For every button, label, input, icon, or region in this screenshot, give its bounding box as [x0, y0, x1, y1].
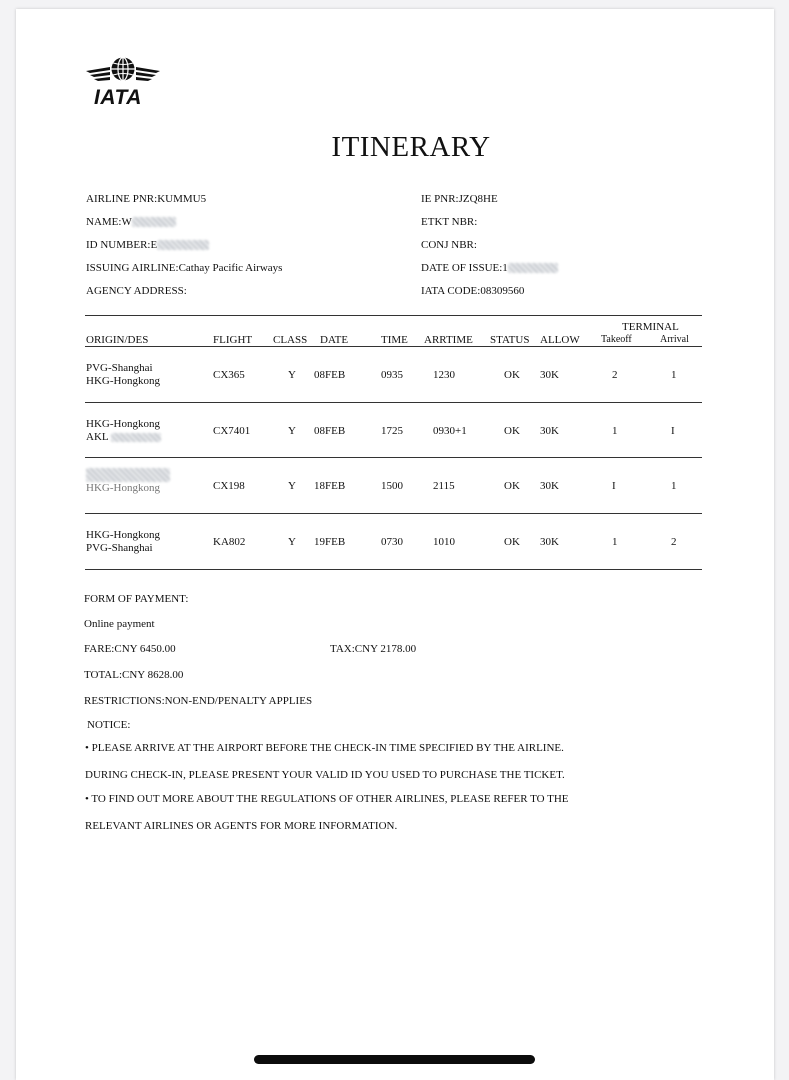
redacted-id — [157, 240, 209, 250]
payment-method: Online payment — [84, 618, 155, 630]
row-4-from: HKG-Hongkong — [86, 529, 160, 541]
row-1-from: PVG-Shanghai — [86, 362, 153, 374]
row-4-flight: KA802 — [213, 536, 246, 548]
row-4-status: OK — [504, 536, 520, 548]
agency-address: AGENCY ADDRESS: — [86, 285, 187, 297]
header-date: DATE — [320, 334, 349, 346]
conj-nbr: CONJ NBR: — [421, 239, 477, 251]
row-3-flight: CX198 — [213, 480, 245, 492]
redacted-date — [508, 263, 558, 273]
globe-wings-icon — [84, 54, 162, 88]
row-2-flight: CX7401 — [213, 425, 251, 437]
row-1-status: OK — [504, 369, 520, 381]
row-2-arrtime: 0930+1 — [433, 425, 467, 437]
row-4-to: PVG-Shanghai — [86, 542, 153, 554]
row-3-from — [86, 468, 170, 482]
row-3-time: 1500 — [381, 480, 403, 492]
row-3-status: OK — [504, 480, 520, 492]
restrictions: RESTRICTIONS:NON-END/PENALTY APPLIES — [84, 695, 313, 707]
notice-line-2: DURING CHECK-IN, PLEASE PRESENT YOUR VALID ID YOU USED TO PURCHASE THE TICKET. — [85, 769, 565, 781]
form-of-payment-label: FORM OF PAYMENT: — [84, 593, 189, 605]
redacted-destination — [111, 433, 161, 442]
row-4-arrival: 2 — [671, 536, 677, 548]
table-row-4-route — [86, 529, 160, 555]
row-3-arrival: 1 — [671, 480, 677, 492]
row-3-arrtime: 2115 — [433, 480, 455, 492]
row-1-time: 0935 — [381, 369, 403, 381]
row-2-to: AKL — [86, 431, 161, 444]
total: TOTAL:CNY 8628.00 — [84, 669, 184, 681]
fare: FARE:CNY 6450.00 — [84, 643, 176, 655]
row-2-arrival: I — [671, 425, 675, 437]
iata-code: IATA CODE:08309560 — [421, 285, 525, 297]
table-row-1-route — [86, 362, 160, 388]
row-2-takeoff: 1 — [612, 425, 618, 437]
passenger-name — [86, 216, 176, 228]
etkt-nbr: ETKT NBR: — [421, 216, 478, 228]
row-4-time: 0730 — [381, 536, 403, 548]
home-indicator[interactable] — [254, 1055, 535, 1064]
row-4-takeoff: 1 — [612, 536, 618, 548]
notice-line-4: RELEVANT AIRLINES OR AGENTS FOR MORE INFORMATION. — [85, 820, 398, 832]
row-3-date: 18FEB — [314, 480, 346, 492]
notice-line-3: • TO FIND OUT MORE ABOUT THE REGULATIONS OF OTHER AIRLINES, PLEASE REFER TO THE — [85, 793, 569, 805]
row-1-date: 08FEB — [314, 369, 346, 381]
redacted-origin — [86, 468, 170, 482]
row-1-allow: 30K — [540, 369, 559, 381]
row-2-rule — [85, 457, 702, 458]
row-4-class: Y — [288, 536, 296, 548]
row-4-arrtime: 1010 — [433, 536, 455, 548]
row-3-takeoff: I — [612, 480, 616, 492]
id-number-label: ID NUMBER:E — [86, 239, 158, 251]
header-arrtime: ARRTIME — [424, 334, 473, 346]
date-of-issue-label: DATE OF ISSUE:1 — [421, 262, 508, 274]
notice-label: NOTICE: — [87, 719, 131, 731]
row-1-arrival: 1 — [671, 369, 677, 381]
name-label: NAME:W — [86, 216, 132, 228]
row-4-allow: 30K — [540, 536, 559, 548]
redacted-name — [132, 217, 176, 227]
row-1-takeoff: 2 — [612, 369, 618, 381]
row-2-date: 08FEB — [314, 425, 346, 437]
row-2-time: 1725 — [381, 425, 403, 437]
row-1-rule — [85, 402, 702, 403]
ie-pnr: IE PNR:JZQ8HE — [421, 193, 498, 205]
row-2-allow: 30K — [540, 425, 559, 437]
table-top-rule — [85, 315, 702, 316]
row-2-from: HKG-Hongkong — [86, 418, 160, 430]
header-terminal: TERMINAL — [622, 321, 679, 333]
row-3-to: HKG-Hongkong — [86, 482, 160, 494]
table-row-2-route — [86, 418, 161, 444]
table-row-3-route — [86, 468, 170, 495]
iata-logo-text: IATA — [94, 86, 142, 109]
airline-pnr: AIRLINE PNR:KUMMU5 — [86, 193, 207, 205]
table-header-rule — [85, 346, 702, 347]
document-title: ITINERARY — [331, 131, 491, 163]
row-1-flight: CX365 — [213, 369, 245, 381]
issuing-airline: ISSUING AIRLINE:Cathay Pacific Airways — [86, 262, 283, 274]
header-allow: ALLOW — [540, 334, 580, 346]
row-1-arrtime: 1230 — [433, 369, 455, 381]
header-time: TIME — [381, 334, 408, 346]
row-4-date: 19FEB — [314, 536, 346, 548]
row-3-rule — [85, 513, 702, 514]
row-2-class: Y — [288, 425, 296, 437]
row-1-to: HKG-Hongkong — [86, 375, 160, 387]
row-3-allow: 30K — [540, 480, 559, 492]
header-arrival: Arrival — [660, 334, 689, 345]
header-takeoff: Takeoff — [601, 334, 632, 345]
notice-line-1: • PLEASE ARRIVE AT THE AIRPORT BEFORE THE CHECK-IN TIME SPECIFIED BY THE AIRLINE. — [85, 742, 564, 754]
id-number — [86, 239, 209, 251]
table-bottom-rule — [85, 569, 702, 570]
row-2-status: OK — [504, 425, 520, 437]
header-status: STATUS — [490, 334, 530, 346]
date-of-issue — [421, 262, 558, 274]
tax: TAX:CNY 2178.00 — [330, 643, 417, 655]
row-1-class: Y — [288, 369, 296, 381]
row-3-class: Y — [288, 480, 296, 492]
header-origin: ORIGIN/DES — [86, 334, 149, 346]
header-class: CLASS — [273, 334, 308, 346]
header-flight: FLIGHT — [213, 334, 253, 346]
